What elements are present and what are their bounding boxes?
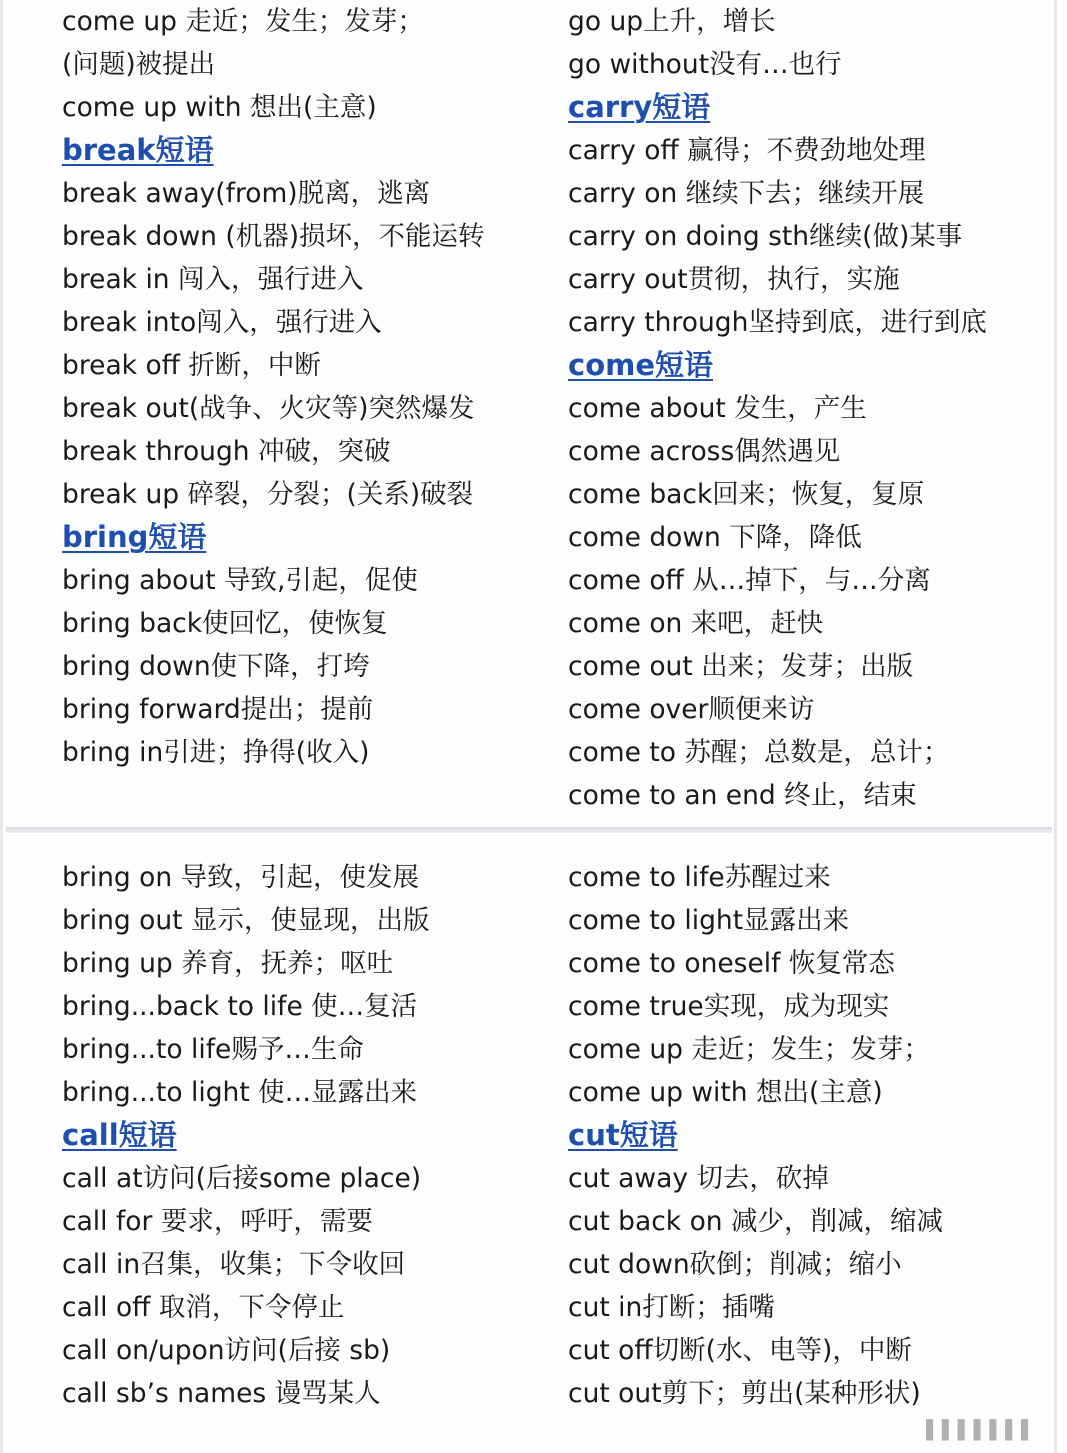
phrase-line: come out 出来；发芽；出版: [568, 651, 914, 682]
phrase-line: come to light显露出来: [568, 905, 850, 936]
section-heading: carry短语: [568, 90, 711, 124]
phrase-line: come up 走近；发生；发芽；: [568, 1034, 930, 1065]
phrase-line: come true实现，成为现实: [568, 991, 890, 1022]
phrase-line: bring forward提出；提前: [62, 694, 374, 725]
phrase-line: come up 走近；发生；发芽；: [62, 6, 424, 37]
phrase-line: cut off切断(水、电等)，中断: [568, 1335, 912, 1366]
phrase-line: bring down使下降，打垮: [62, 651, 370, 682]
phrase-line: bring...to light 使…显露出来: [62, 1077, 418, 1108]
phrase-line: break out(战争、火灾等)突然爆发: [62, 393, 475, 424]
phrase-line: call for 要求，呼吁，需要: [62, 1206, 373, 1237]
phrase-line: bring up 养育，抚养；呕吐: [62, 948, 394, 979]
phrase-line: break down (机器)损坏，不能运转: [62, 221, 485, 252]
panel-divider: [6, 827, 1052, 833]
phrase-line: call in召集，收集；下令收回: [62, 1249, 406, 1280]
phrase-line: come back回来；恢复，复原: [568, 479, 925, 510]
phrase-line: cut down砍倒；削减；缩小: [568, 1249, 902, 1280]
phrase-line: come down 下降，降低: [568, 522, 862, 553]
phrase-line: come off 从…掉下，与…分离: [568, 565, 931, 596]
phrase-line: carry on 继续下去；继续开展: [568, 178, 925, 209]
section-heading: bring短语: [62, 520, 207, 554]
phrase-line: come about 发生，产生: [568, 393, 867, 424]
phrase-line: break up 碎裂，分裂；(关系)破裂: [62, 479, 474, 510]
phrase-line: call sb’s names 谩骂某人: [62, 1378, 381, 1409]
corner-watermark: ▌▌▌▌▌▌▌: [926, 1420, 1037, 1441]
bottom-right-column: [568, 856, 943, 1415]
phrase-line: go without没有…也行: [568, 49, 842, 80]
section-heading: call短语: [62, 1118, 177, 1152]
phrase-line: go up上升，增长: [568, 6, 776, 37]
phrase-line: come up with 想出(主意): [568, 1077, 883, 1108]
top-left-column: [62, 0, 485, 774]
top-right-column: [568, 0, 987, 817]
phrase-line: (问题)被提出: [62, 49, 216, 80]
right-edge: [1054, 0, 1057, 1453]
phrase-line: carry off 赢得；不费劲地处理: [568, 135, 926, 166]
phrase-line: break through 冲破，突破: [62, 436, 391, 467]
bottom-left-column: [62, 856, 429, 1415]
phrase-line: come to oneself 恢复常态: [568, 948, 895, 979]
section-heading: cut短语: [568, 1118, 678, 1152]
phrase-line: bring in引进；挣得(收入): [62, 737, 370, 768]
phrase-line: break away(from)脱离，逃离: [62, 178, 431, 209]
phrase-line: break in 闯入，强行进入: [62, 264, 364, 295]
phrase-line: carry on doing sth继续(做)某事: [568, 221, 963, 252]
phrase-line: bring on 导致，引起，使发展: [62, 862, 420, 893]
phrase-line: come up with 想出(主意): [62, 92, 377, 123]
section-heading: come短语: [568, 348, 714, 382]
phrase-line: bring...back to life 使…复活: [62, 991, 418, 1022]
phrase-line: bring...to life赐予…生命: [62, 1034, 364, 1065]
phrase-line: break off 折断，中断: [62, 350, 321, 381]
phrase-line: break into闯入，强行进入: [62, 307, 382, 338]
phrase-line: bring out 显示，使显现，出版: [62, 905, 430, 936]
phrase-line: come on 来吧，赶快: [568, 608, 824, 639]
phrase-line: carry out贯彻，执行，实施: [568, 264, 900, 295]
phrase-line: bring back使回忆，使恢复: [62, 608, 388, 639]
phrase-line: come over顺便来访: [568, 694, 815, 725]
phrase-line: call on/upon访问(后接 sb): [62, 1335, 391, 1366]
phrase-line: carry through坚持到底，进行到底: [568, 307, 987, 338]
phrase-line: bring about 导致,引起，促使: [62, 565, 418, 596]
phrase-line: come to life苏醒过来: [568, 862, 831, 893]
phrase-line: call off 取消，下令停止: [62, 1292, 345, 1323]
phrase-line: cut out剪下；剪出(某种形状): [568, 1378, 921, 1409]
phrase-line: cut away 切去，砍掉: [568, 1163, 829, 1194]
phrase-line: cut in打断；插嘴: [568, 1292, 775, 1323]
phrase-line: call at访问(后接some place): [62, 1163, 422, 1194]
phrase-line: come to an end 终止，结束: [568, 780, 917, 811]
left-edge: [0, 0, 3, 1453]
phrase-line: come across偶然遇见: [568, 436, 841, 467]
section-heading: break短语: [62, 133, 214, 167]
phrase-line: cut back on 减少，削减，缩减: [568, 1206, 944, 1237]
phrase-line: come to 苏醒；总数是，总计；: [568, 737, 950, 768]
